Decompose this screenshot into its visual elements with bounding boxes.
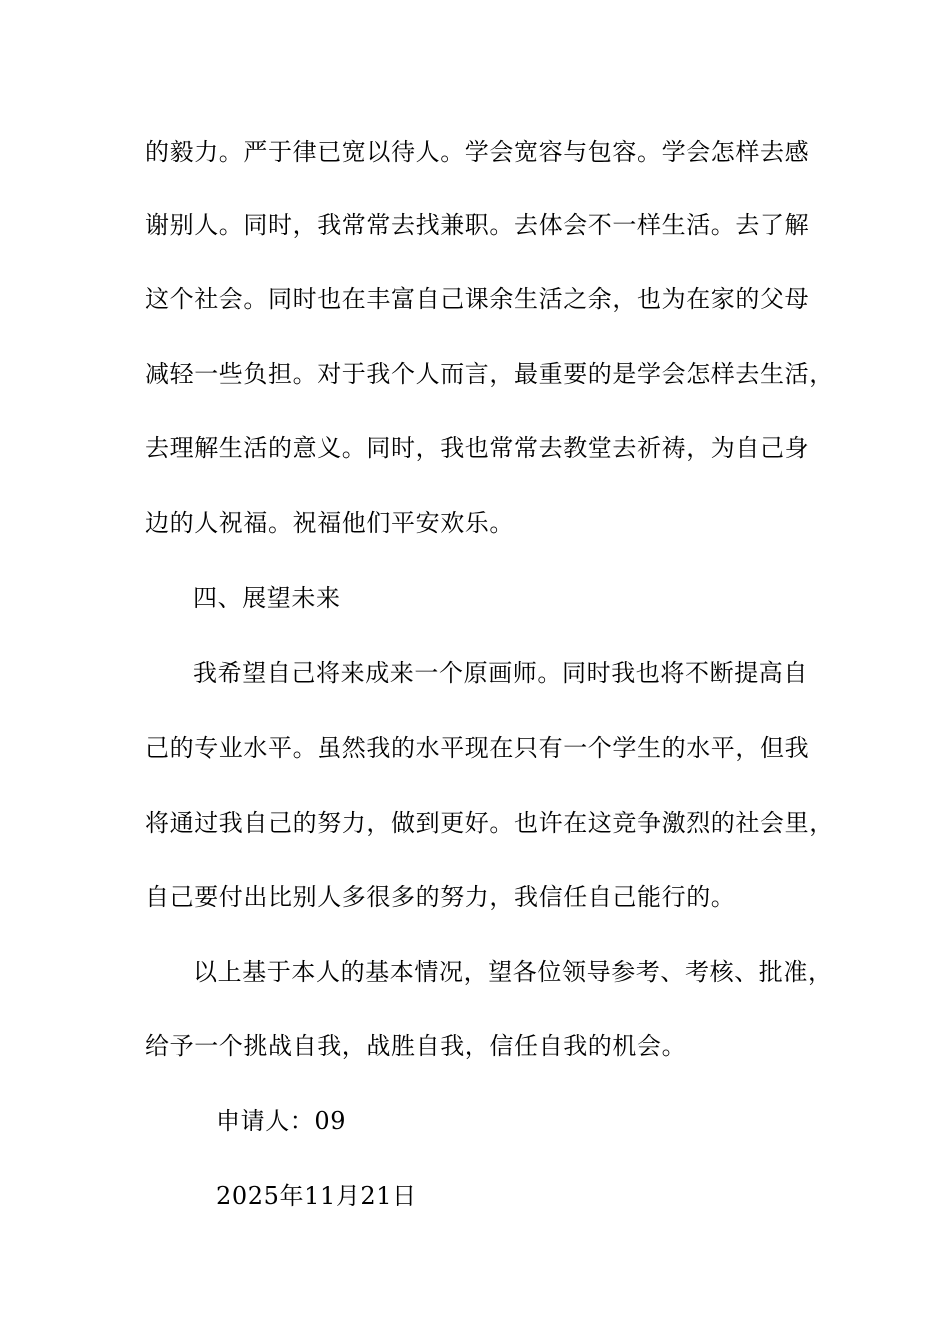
paragraph-line: 我希望自己将来成来一个原画师。同时我也将不断提高自 xyxy=(193,659,808,687)
paragraph-line: 的毅力。严于律已宽以待人。学会宽容与包容。学会怎样去感 xyxy=(145,138,810,166)
paragraph-line: 减轻一些负担。对于我个人而言，最重要的是学会怎样去生活， xyxy=(145,360,834,388)
paragraph-line: 将通过我自己的努力，做到更好。也许在这竞争激烈的社会里， xyxy=(145,809,834,837)
section-heading: 四、展望未来 xyxy=(193,584,341,612)
paragraph-line: 己的专业水平。虽然我的水平现在只有一个学生的水平，但我 xyxy=(145,734,810,762)
paragraph-line: 谢别人。同时，我常常去找兼职。去体会不一样生活。去了解 xyxy=(145,211,810,239)
paragraph-line: 给予一个挑战自我，战胜自我，信任自我的机会。 xyxy=(145,1032,687,1060)
paragraph-line: 以上基于本人的基本情况，望各位领导参考、考核、批准， xyxy=(193,958,833,986)
paragraph-line: 去理解生活的意义。同时，我也常常去教堂去祈祷，为自己身 xyxy=(145,434,810,462)
paragraph-line: 自己要付出比别人多很多的努力，我信任自己能行的。 xyxy=(145,883,736,911)
paragraph-line: 边的人祝福。祝福他们平安欢乐。 xyxy=(145,509,514,537)
application-date: 2025年11月21日 xyxy=(216,1182,417,1210)
applicant-name: 申请人：09 xyxy=(216,1107,347,1135)
paragraph-line: 这个社会。同时也在丰富自己课余生活之余，也为在家的父母 xyxy=(145,285,810,313)
